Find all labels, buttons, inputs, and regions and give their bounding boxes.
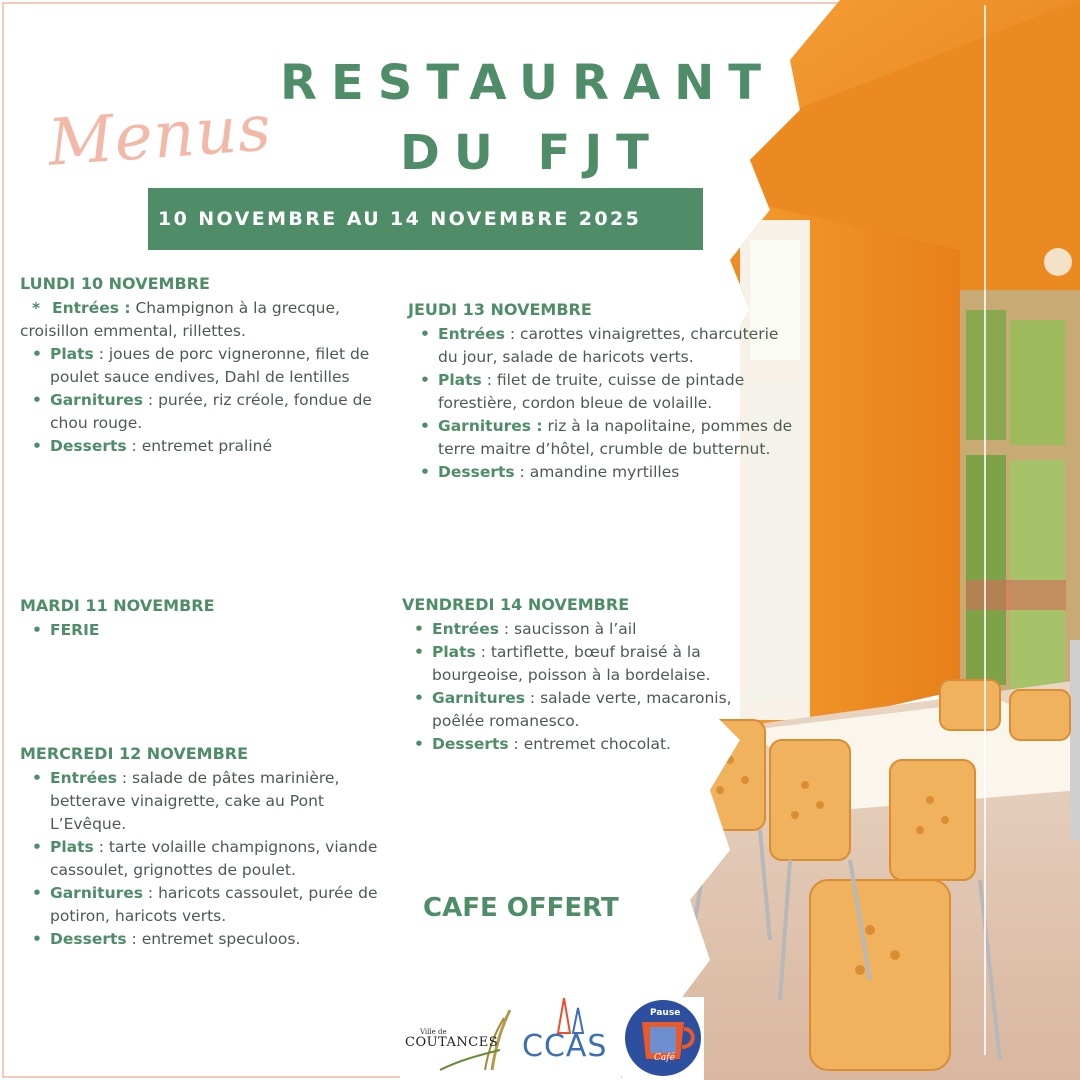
plats-text: : joues de porc vigneronne, filet de poulet sauce endives, Dahl de lentilles xyxy=(50,345,370,386)
desserts-label: Desserts xyxy=(432,735,509,753)
menu-item-desserts xyxy=(402,733,772,756)
day-mardi xyxy=(20,594,380,642)
garnitures-text: riz à la napolitaine, pommes de terre maitre d’hôtel, crumble de butternut. xyxy=(438,417,793,458)
menu-item-plats xyxy=(402,641,772,687)
menu-item-garnitures xyxy=(408,415,803,461)
garnitures-label: Garnitures xyxy=(432,689,525,707)
menus-script-title: Menus xyxy=(45,91,274,181)
ccas-text: CCAS xyxy=(522,1029,608,1064)
day-heading: MERCREDI 12 NOVEMBRE xyxy=(20,744,249,763)
entrees-label: Entrées xyxy=(438,325,505,343)
restaurant-subtitle: DU FJT xyxy=(400,125,663,181)
pause-cafe-logo xyxy=(622,997,704,1080)
garnitures-text: : haricots cassoulet, purée de potiron, haricots verts. xyxy=(50,884,378,925)
menu-item-entrees xyxy=(402,618,772,641)
day-heading: LUNDI 10 NOVEMBRE xyxy=(20,274,210,293)
garnitures-label: Garnitures xyxy=(50,391,143,409)
plats-label: Plats xyxy=(50,345,94,363)
desserts-label: Desserts xyxy=(50,437,127,455)
day-mercredi xyxy=(20,742,380,951)
menu-item-entrees xyxy=(408,323,803,369)
menu-item-entrees xyxy=(20,297,390,343)
garnitures-text: : salade verte, macaronis, poêlée romanesco. xyxy=(432,689,732,730)
pause-text: Pause xyxy=(650,1008,681,1018)
menu-item-desserts xyxy=(20,928,380,951)
entrees-label: Entrées xyxy=(50,769,117,787)
menu-item-garnitures xyxy=(402,687,772,733)
plats-text: : tarte volaille champignons, viande cassoulet, grignottes de poulet. xyxy=(50,838,378,879)
day-heading: JEUDI 13 NOVEMBRE xyxy=(408,300,592,319)
day-jeudi xyxy=(408,298,803,484)
desserts-label: Desserts xyxy=(438,463,515,481)
entrees-text: Champignon à la grecque, croisillon emmental, rillettes. xyxy=(20,299,340,340)
plats-text: : tartiflette, bœuf braisé à la bourgeoise, poisson à la bordelaise. xyxy=(432,643,711,684)
entrees-label: Entrées : xyxy=(52,299,131,317)
day-vendredi xyxy=(402,593,772,756)
ferie-label: FERIE xyxy=(50,621,100,639)
menu-item-garnitures xyxy=(20,389,390,435)
menu-item-garnitures xyxy=(20,882,380,928)
entrees-label: Entrées xyxy=(432,620,499,638)
date-range-text: 10 NOVEMBRE AU 14 NOVEMBRE 2025 xyxy=(158,208,642,230)
plats-label: Plats xyxy=(438,371,482,389)
desserts-text: : amandine myrtilles xyxy=(514,463,680,481)
desserts-text: : entremet speculoos. xyxy=(126,930,301,948)
coutances-text: COUTANCES xyxy=(405,1035,499,1050)
menu-item-plats xyxy=(408,369,803,415)
plats-text: : filet de truite, cuisse de pintade forestière, cordon bleue de volaille. xyxy=(438,371,745,412)
menu-item-desserts xyxy=(408,461,803,484)
garnitures-label: Garnitures xyxy=(50,884,143,902)
cafe-text: Café xyxy=(654,1053,675,1063)
cafe-offert-text: CAFE OFFERT xyxy=(423,893,619,923)
desserts-text: : entremet chocolat. xyxy=(508,735,671,753)
menu-item-plats xyxy=(20,836,380,882)
garnitures-text: : purée, riz créole, fondue de chou rouge. xyxy=(50,391,372,432)
entrees-text: : saucisson à l’ail xyxy=(498,620,637,638)
ccas-logo xyxy=(518,993,621,1080)
restaurant-title: RESTAURANT xyxy=(280,55,776,111)
entrees-text: : salade de pâtes marinière, betterave vinaigrette, cake au Pont L’Evêque. xyxy=(50,769,340,833)
star-marker: * xyxy=(31,299,41,317)
desserts-label: Desserts xyxy=(50,930,127,948)
entrees-text: : carottes vinaigrettes, charcuterie du jour, salade de haricots verts. xyxy=(438,325,779,366)
restaurant-photo xyxy=(640,0,1080,1080)
desserts-text: : entremet praliné xyxy=(126,437,273,455)
plats-label: Plats xyxy=(432,643,476,661)
menu-item-entrees xyxy=(20,767,380,836)
day-lundi xyxy=(20,272,390,458)
date-range-banner xyxy=(148,188,703,250)
menu-item-desserts xyxy=(20,435,390,458)
day-heading: MARDI 11 NOVEMBRE xyxy=(20,596,215,615)
garnitures-label: Garnitures : xyxy=(438,417,543,435)
ville-de-coutances-logo xyxy=(400,1000,518,1078)
menu-item-plats xyxy=(20,343,390,389)
menu-item-ferie xyxy=(20,619,380,642)
day-heading: VENDREDI 14 NOVEMBRE xyxy=(402,595,630,614)
plats-label: Plats xyxy=(50,838,94,856)
ville-de-text: Ville de xyxy=(420,1028,447,1036)
